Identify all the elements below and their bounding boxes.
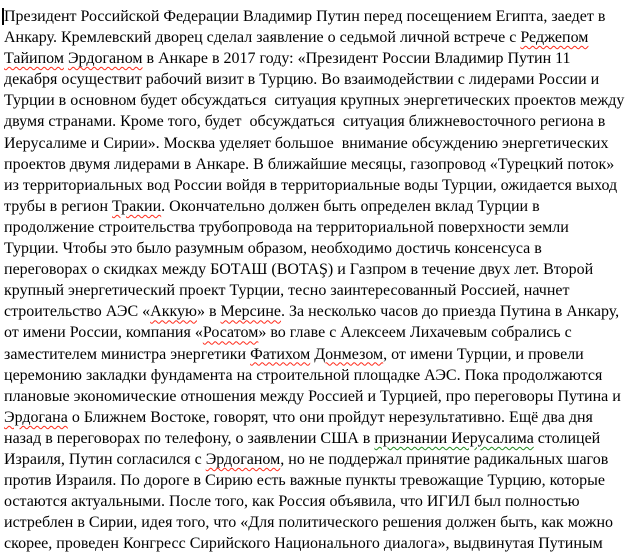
text-segment: назад в переговорах по телефону, о заявлении США в bbox=[4, 429, 375, 447]
text-segment: в Анкаре в 2017 году: «Президент России Владимир Путин 11 bbox=[142, 50, 571, 68]
text-segment: заместителем министра энергетики bbox=[4, 345, 251, 363]
text-segment: Турции в основном будет обсуждаться ситуация крупных энергетических проектов между bbox=[4, 92, 625, 110]
text-line bbox=[4, 27, 634, 48]
text-cursor bbox=[2, 8, 4, 25]
spellcheck-marked-text: Тайипом bbox=[4, 50, 64, 68]
text-segment: о Ближнем Востоке, говорят, что они пройдут нерезультативно. Ещё два дня bbox=[67, 408, 593, 426]
text-segment: церемонию закладки фундамента на строительной площадке АЭС. Пока продолжаются bbox=[4, 366, 603, 384]
text-line bbox=[4, 470, 634, 491]
text-line bbox=[4, 449, 634, 470]
text-segment: строительство АЭС « bbox=[4, 303, 151, 321]
text-segment: против Израиля. По дороге в Сирию есть важные пункты тревожащие Турцию, которые bbox=[4, 472, 605, 490]
text-line bbox=[4, 301, 634, 322]
text-line bbox=[4, 111, 634, 132]
text-segment: истреблен в Сирии, идея того, что «Для политического решения должен быть, как можно bbox=[4, 514, 614, 532]
text-segment: декабря осуществит рабочий визит в Турцию. Во взаимодействии с лидерами России и bbox=[4, 71, 600, 89]
spellcheck-marked-text: Аккую bbox=[150, 303, 197, 321]
spellcheck-marked-text: Эрдогана bbox=[4, 408, 68, 426]
text-segment: продолжение строительства трубопровода на территориальной поверхности земли bbox=[4, 218, 569, 236]
text-segment: Иерусалиме и Сирии». Москва уделяет большое внимание обсуждению энергетических bbox=[4, 134, 609, 152]
text-line bbox=[4, 90, 634, 111]
spellcheck-marked-text: Реджепом bbox=[520, 29, 589, 47]
text-segment: трубы в регион bbox=[4, 197, 112, 215]
text-line bbox=[4, 154, 634, 175]
text-line bbox=[4, 280, 634, 301]
spellcheck-marked-text: Мерсине bbox=[220, 303, 281, 321]
text-line bbox=[4, 533, 634, 554]
text-line bbox=[4, 69, 634, 90]
text-segment: крупный энергетический проект Турции, тесно заинтересованный Россией, начнет bbox=[4, 282, 570, 300]
text-line bbox=[4, 344, 634, 365]
text-segment: скорее, проведен Конгресс Сирийского Национального диалога», выдвинутая Путиным bbox=[4, 535, 603, 553]
text-segment: из территориальных вод России войдя в территориальные воды Турции, ожидается выход bbox=[4, 176, 618, 194]
spellcheck-marked-text: Донмезом bbox=[314, 345, 384, 363]
text-line bbox=[4, 175, 634, 196]
text-segment: Президент Российской Федерации Владимир Путин перед посещением Египта, заедет в bbox=[4, 8, 606, 25]
document-text-area[interactable] bbox=[0, 6, 634, 554]
text-line bbox=[4, 428, 634, 449]
text-segment: Анкару. Кремлевский дворец сделал заявление о седьмой личной встрече с bbox=[4, 29, 521, 47]
text-line bbox=[4, 48, 634, 69]
text-segment: » во главе с Алексеем Лихачевым собрались с bbox=[258, 324, 572, 342]
text-line bbox=[4, 238, 634, 259]
text-segment: плановые экономические отношения между Россией и Турцией, про переговоры Путина и bbox=[4, 387, 621, 405]
spellcheck-marked-text: Эрдоганом bbox=[205, 450, 281, 468]
text-segment: . За несколько часов до приезда Путина в Анкару, bbox=[281, 303, 620, 321]
grammar-marked-text: признании Иерусалима bbox=[374, 429, 534, 447]
text-segment: » в bbox=[196, 303, 221, 321]
text-line bbox=[4, 491, 634, 512]
text-segment: Израиля, Путин согласился с bbox=[4, 450, 206, 468]
text-line bbox=[4, 133, 634, 154]
spellcheck-marked-text: Фатихом bbox=[250, 345, 311, 363]
text-line bbox=[4, 512, 634, 533]
text-line bbox=[4, 6, 634, 27]
text-segment: остаются актуальными. После того, как Россия объявила, что ИГИЛ был полностью bbox=[4, 493, 580, 511]
text-segment: переговорах о скидках между БОТАШ (BOTAŞ) и Газпром в течение двух лет. Второй bbox=[4, 261, 594, 279]
text-line bbox=[4, 259, 634, 280]
spellcheck-marked-text: Росатом bbox=[202, 324, 259, 342]
text-segment: , но не поддержал принятие радикальных шагов bbox=[280, 450, 609, 468]
text-line bbox=[4, 407, 634, 428]
text-line bbox=[4, 386, 634, 407]
text-line bbox=[4, 365, 634, 386]
spellcheck-marked-text: Эрдоганом bbox=[67, 50, 143, 68]
text-segment: Турции. Чтобы это было разумным образом, необходимо достичь консенсуса в bbox=[4, 240, 542, 258]
text-line bbox=[4, 196, 634, 217]
spellcheck-marked-text: Тракии bbox=[112, 197, 162, 215]
text-segment: , от имени Турции, и провели bbox=[383, 345, 584, 363]
text-segment: двумя странами. Кроме того, будет обсуждаться ситуация ближневосточного региона в bbox=[4, 113, 606, 131]
text-segment: . Окончательно должен быть определен вклад Турции в bbox=[161, 197, 540, 215]
text-line bbox=[4, 217, 634, 238]
text-segment: столицей bbox=[533, 429, 601, 447]
text-segment: проектов двумя лидерами в Анкаре. В ближайшие месяцы, газопровод «Турецкий поток» bbox=[4, 155, 615, 173]
text-line bbox=[4, 322, 634, 343]
text-segment: от имени России, компания « bbox=[4, 324, 203, 342]
